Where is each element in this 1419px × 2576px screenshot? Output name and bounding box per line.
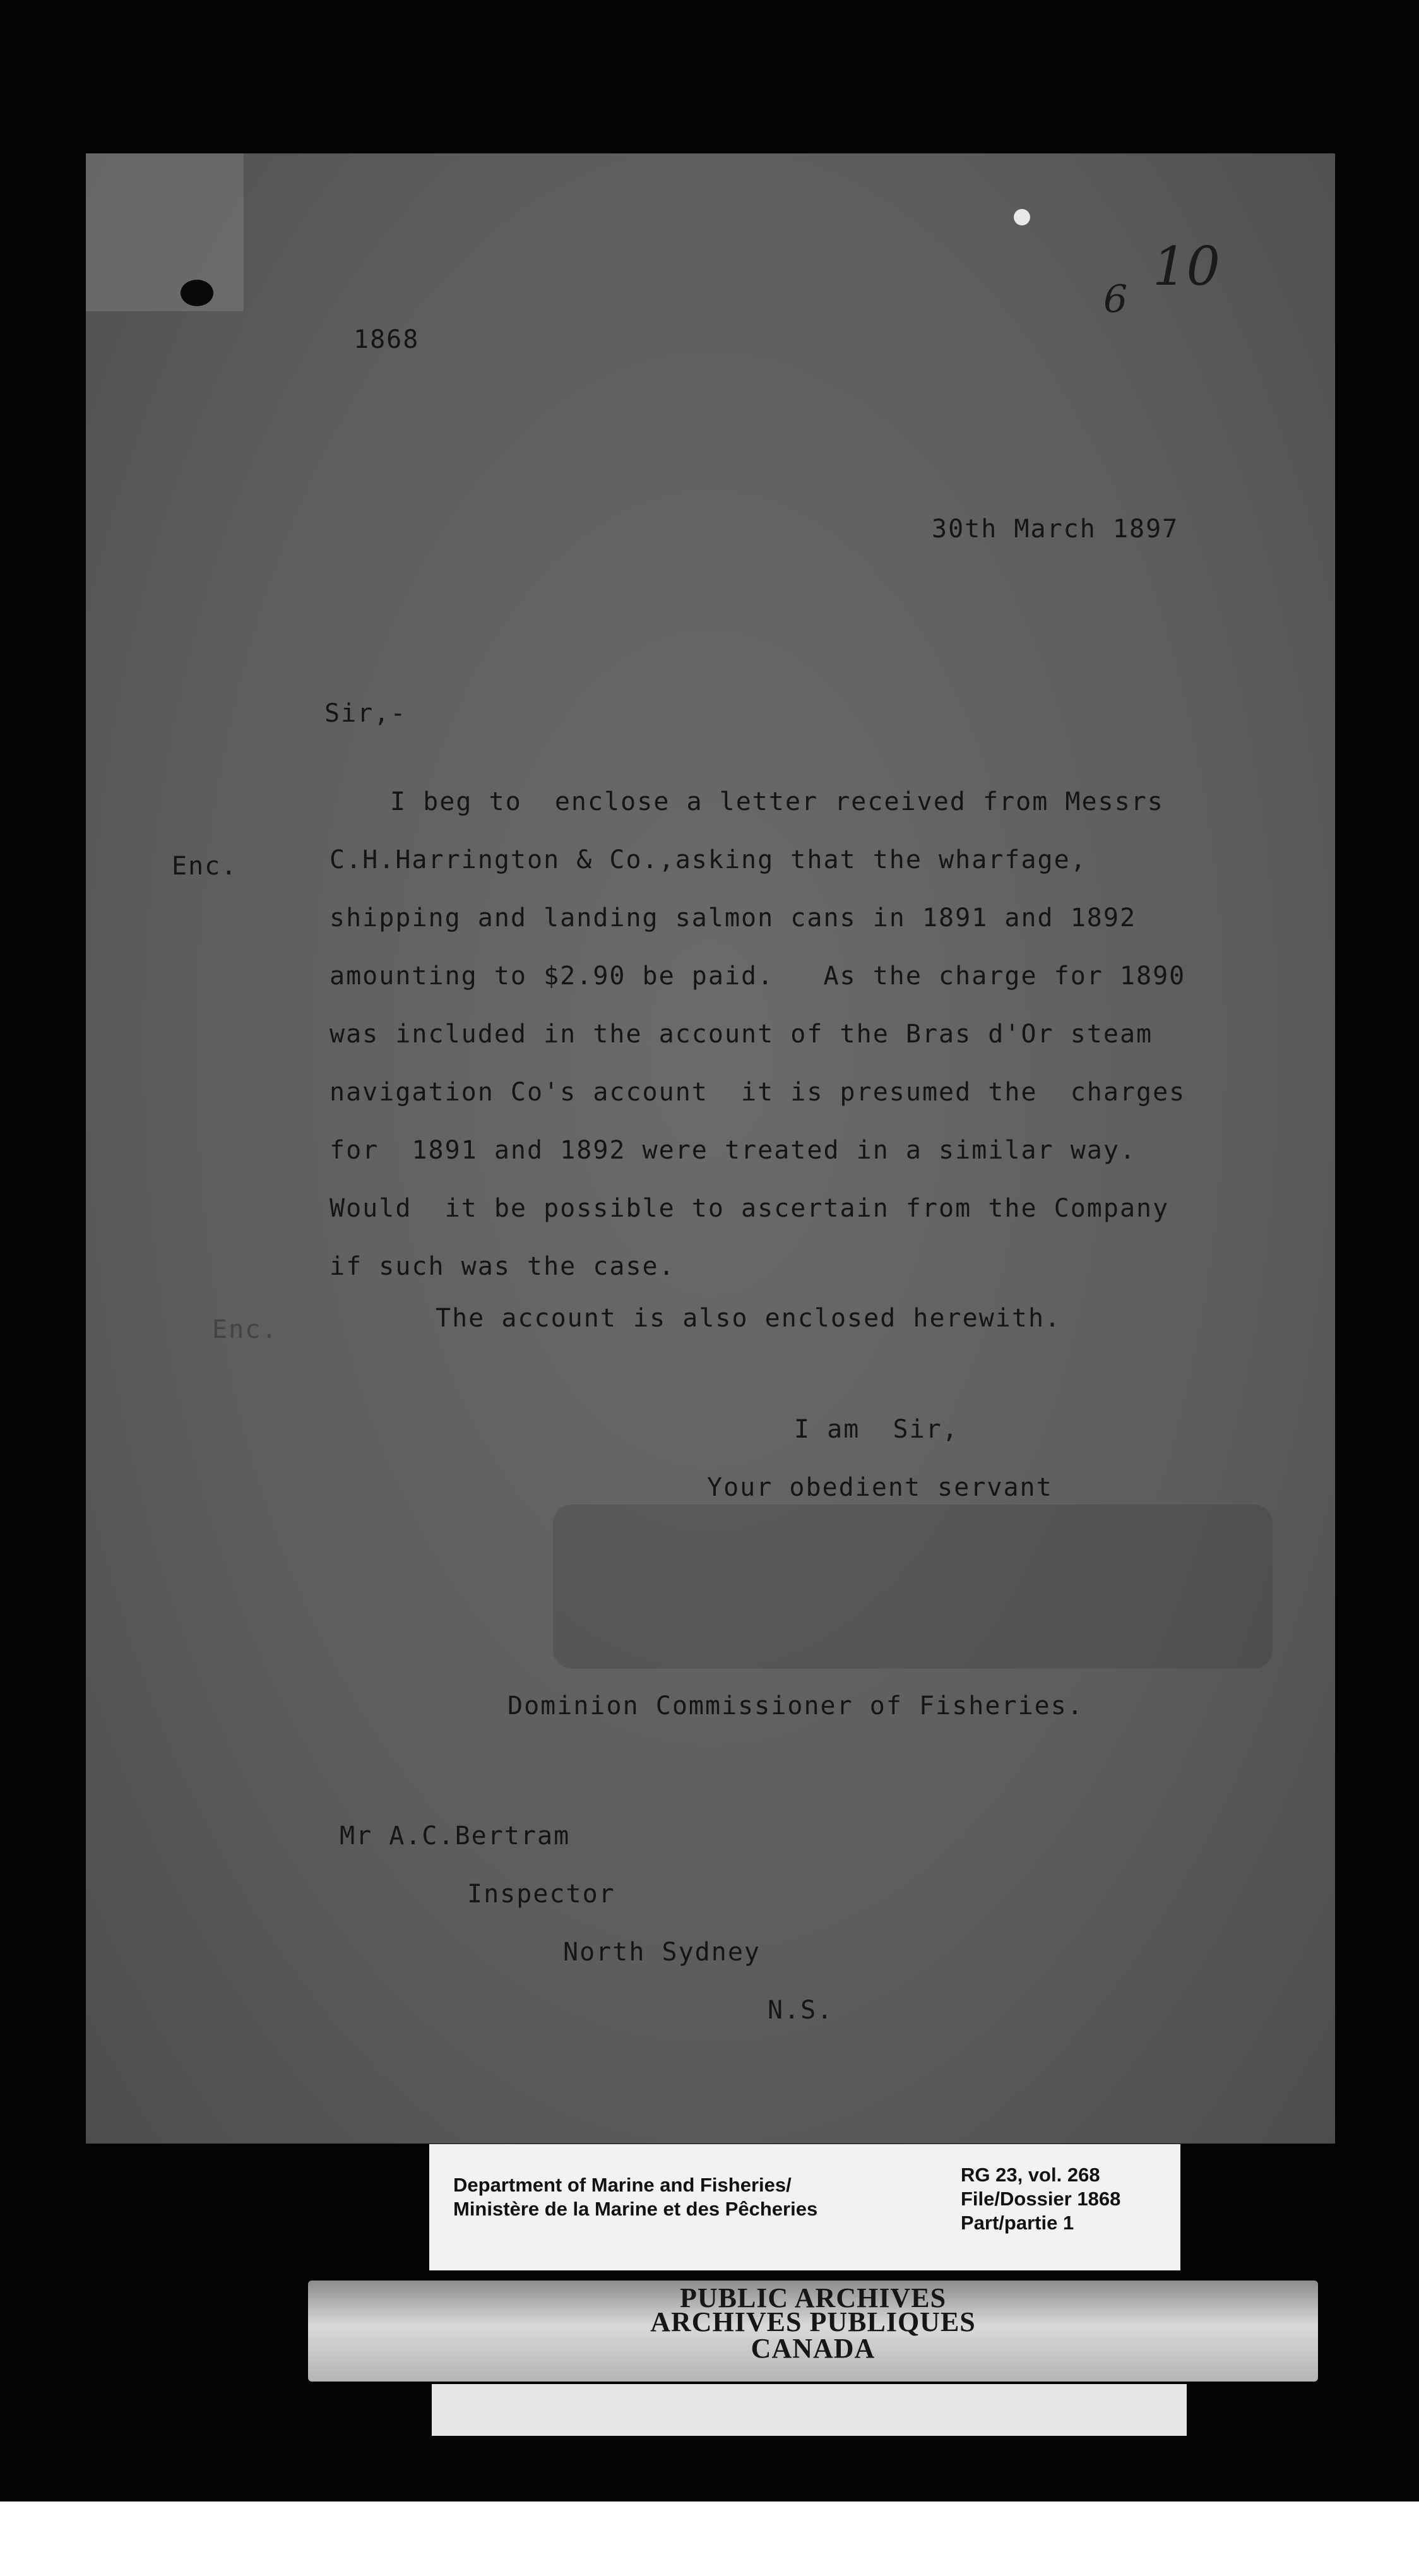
- paper-corner-patch: [86, 153, 244, 311]
- body-line-6: navigation Co's account it is presumed the charges: [330, 1078, 1186, 1107]
- faint-stamp-impression: [553, 1505, 1273, 1669]
- body-line-7: for 1891 and 1892 were treated in a similar way.: [330, 1136, 1137, 1165]
- closing-line-1: I am Sir,: [794, 1415, 959, 1444]
- addressee-title: Inspector: [467, 1880, 615, 1909]
- caption-department-en: Department of Marine and Fisheries/: [453, 2174, 792, 2196]
- addressee-town: North Sydney: [563, 1938, 761, 1967]
- body-line-4: amounting to $2.90 be paid. As the charge for 1890: [330, 962, 1186, 991]
- caption-file-dossier: File/Dossier 1868: [961, 2188, 1121, 2210]
- body-line-9: if such was the case.: [330, 1252, 675, 1281]
- margin-note-enc-faint: Enc.: [212, 1315, 278, 1344]
- body-line-1: I beg to enclose a letter received from Messrs: [390, 787, 1164, 816]
- file-number: 1868: [353, 325, 420, 354]
- body-line-3: shipping and landing salmon cans in 1891 and 1892: [330, 903, 1137, 933]
- page-mark-b: 6: [1103, 277, 1128, 321]
- page-mark-a: 10: [1153, 236, 1220, 297]
- letter-date: 30th March 1897: [932, 515, 1179, 544]
- salutation: Sir,-: [324, 699, 407, 728]
- band-line-1: PUBLIC ARCHIVES: [679, 2282, 947, 2313]
- closing-line-2: Your obedient servant: [707, 1473, 1053, 1502]
- addressee-name: Mr A.C.Bertram: [340, 1822, 571, 1851]
- band-line-3: CANADA: [751, 2333, 876, 2364]
- body-line-2: C.H.Harrington & Co.,asking that the wharfage,: [330, 845, 1087, 874]
- caption-department-fr: Ministère de la Marine et des Pêcheries: [453, 2198, 818, 2220]
- addressee-province: N.S.: [768, 1996, 834, 2025]
- caption-strip-bottom: [432, 2384, 1187, 2436]
- letter-sheet: [86, 153, 1335, 2144]
- signature-title: Dominion Commissioner of Fisheries.: [508, 1691, 1084, 1720]
- body-line-8: Would it be possible to ascertain from the Company: [330, 1194, 1170, 1223]
- band-line-2: ARCHIVES PUBLIQUES: [650, 2306, 976, 2337]
- paper-speck: [1014, 209, 1030, 225]
- archive-caption-card: [429, 2144, 1180, 2270]
- caption-part: Part/partie 1: [961, 2212, 1074, 2234]
- body-line-5: was included in the account of the Bras d'Or steam: [330, 1020, 1153, 1049]
- body-line-10: The account is also enclosed herewith.: [436, 1304, 1062, 1333]
- punch-hole: [181, 280, 213, 306]
- public-archives-band: [308, 2281, 1318, 2382]
- caption-record-group: RG 23, vol. 268: [961, 2164, 1100, 2186]
- margin-note-enc: Enc.: [172, 852, 238, 881]
